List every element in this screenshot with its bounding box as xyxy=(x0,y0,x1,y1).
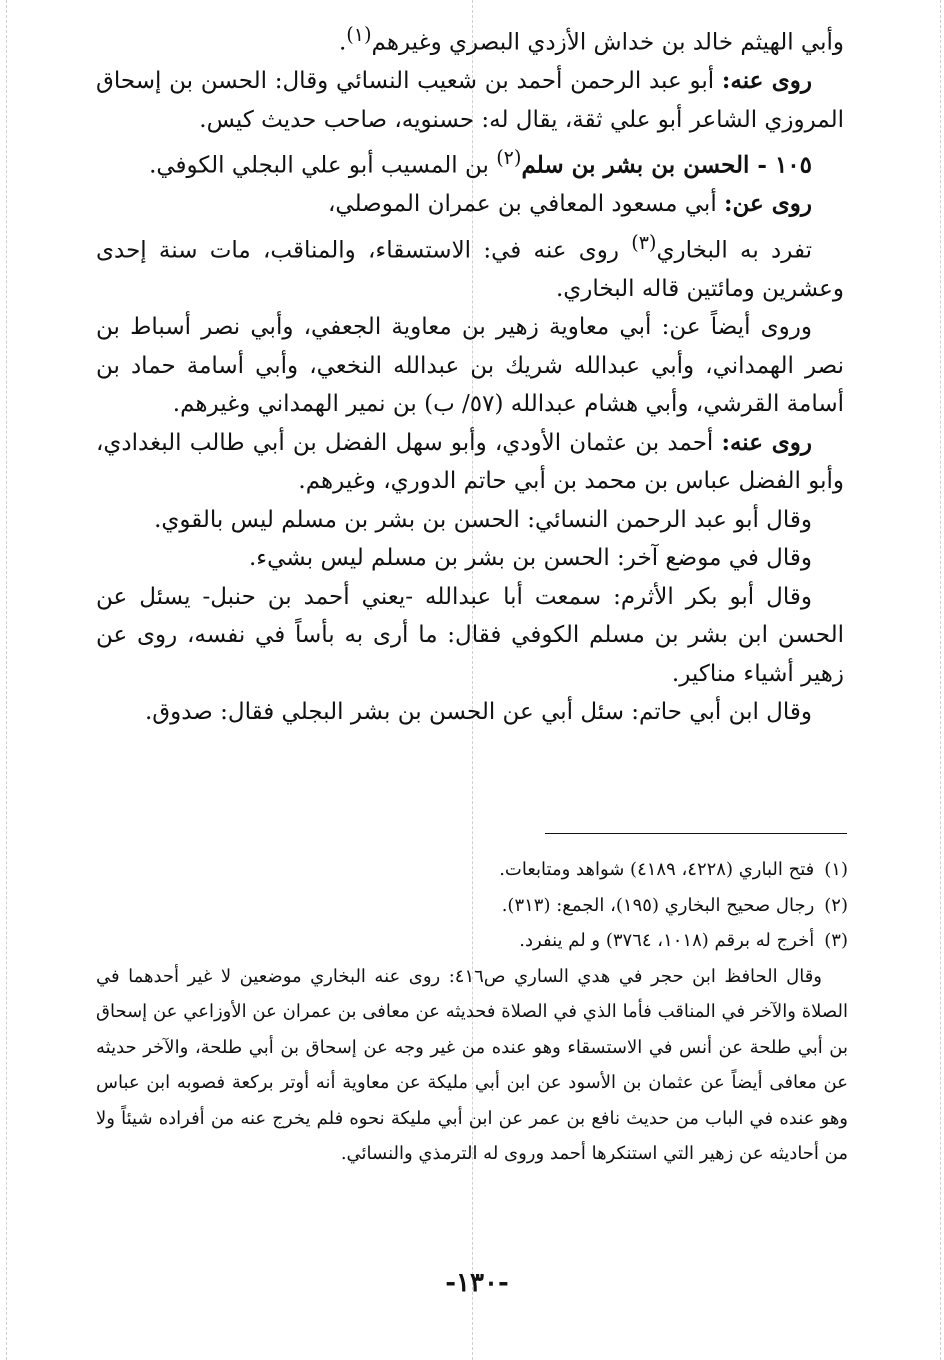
footnotes xyxy=(96,852,848,1172)
paragraph-quote-abi-hatim: وقال ابن أبي حاتم: سئل أبي عن الحسن بن بشر البجلي فقال: صدوق. xyxy=(144,699,812,726)
page-number: -١٣٠- xyxy=(445,1268,509,1298)
footnote-separator xyxy=(545,833,847,834)
footnote-3: (٣)أخرج له برقم (١٠١٨، ٣٧٦٤) و لم ينفرد. xyxy=(96,923,848,959)
footnote-1: (١)فتح الباري (٤٢٢٨، ٤١٨٩) شواهد ومتابعات. xyxy=(96,852,848,888)
paragraph-bukhari-unique: تفرد به البخاري$^{(٣)}$ روى عنه في: الاستسقاء، والمناقب، مات سنة إحدى وعشرين ومائتين قاله البخاري. xyxy=(96,230,844,302)
footnote-3-continuation: وقال الحافظ ابن حجر في هدي الساري ص٤١٦: روى عنه البخاري موضعين لا غير أحدهما في الصلاة والآخر في المناقب فأما الذي في الصلاة فحديثه عن معافى بن عمران عن الأوزاعي عن إسحاق بن أبي طلحة عن أنس في الاستسقاء وهو عنده من غير وجه عن إسحاق بن أبي طلحة، والآخر حديثه عن معافى أيضاً عن عثمان بن الأسود عن ابن أبي مليكة عن معاوية أنه أوتر بركعة فصوبه ابن عباس وهو عنده في الباب من حديث نافع بن عمر عن ابن أبي مليكة نحوه فلم يخرج عنه من أفراده شيئاً ولا من أحاديثه عن زهير التي استنكرها أحمد وروى له الترمذي والنسائي. xyxy=(96,965,848,1164)
paragraph-continuation: وأبي الهيثم خالد بن خداش الأزدي البصري وغيرهم$^{(١)}$. xyxy=(338,23,844,56)
footnote-number: (١) xyxy=(824,859,848,880)
paragraph-narrators-from-him: روى عنه: أحمد بن عثمان الأودي، وأبو سهل الفضل بن أبي طالب البغدادي، وأبو الفضل عباس بن محمد بن أبي حاتم الدوري، وغيرهم. xyxy=(96,428,844,495)
paragraph-quote-other: وقال في موضع آخر: الحسن بن بشر بن مسلم ليس بشيء. xyxy=(248,545,812,572)
main-text xyxy=(96,16,844,732)
paragraph-quote-nasai: وقال أبو عبد الرحمن النسائي: الحسن بن بشر بن مسلم ليس بالقوي. xyxy=(154,506,812,533)
scan-artifact-line xyxy=(6,0,7,1360)
footnote-number: (٣) xyxy=(824,930,848,951)
footnote-number: (٢) xyxy=(824,894,848,916)
paragraph-also-narrated: وروى أيضاً عن: أبي معاوية زهير بن معاوية الجعفي، وأبي نصر أسباط بن نصر الهمداني، وأبي عبدالله شريك بن عبدالله النخعي، وأبي أسامة حماد بن أسامة القرشي، وأبي هشام عبدالله (٥٧/ ب) بن نمير الهمداني وغيرهم. xyxy=(96,314,844,418)
footnote-2: (٢)رجال صحيح البخاري (١٩٥)، الجمع: (٣١٣). xyxy=(96,888,848,924)
keyword-label: روى عن: xyxy=(724,190,812,218)
keyword-label: روى عنه: xyxy=(721,428,812,456)
keyword-label: روى عنه: xyxy=(721,67,813,95)
footnote-marker: (٣) xyxy=(631,230,657,254)
footnote-marker: (٢) xyxy=(496,146,522,170)
paragraph-quote-athram: وقال أبو بكر الأثرم: سمعت أبا عبدالله -يعني أحمد بن حنبل- يسئل عن الحسن ابن بشر بن مسلم الكوفي فقال: ما أرى به بأساً في نفسه، روى عن زهير أشياء مناكير. xyxy=(96,583,844,687)
paragraph-narrators-from-him: روى عنه: أبو عبد الرحمن أحمد بن شعيب النسائي وقال: الحسن بن إسحاق المروزي الشاعر أبو علي ثقة، يقال له: حسنويه، صاحب حديث كيس. xyxy=(96,67,844,133)
paragraph-narrated-from: روى عن: أبي مسعود المعافي بن عمران الموصلي، xyxy=(327,190,812,218)
scan-artifact-line xyxy=(940,0,941,1360)
footnote-marker: (١) xyxy=(346,23,372,46)
entry-heading: ١٠٥ - الحسن بن بشر بن سلم$^{(٢)}$ بن المسيب أبو علي البجلي الكوفي. xyxy=(149,146,812,179)
entry-title: ١٠٥ - الحسن بن بشر بن سلم xyxy=(521,151,812,179)
